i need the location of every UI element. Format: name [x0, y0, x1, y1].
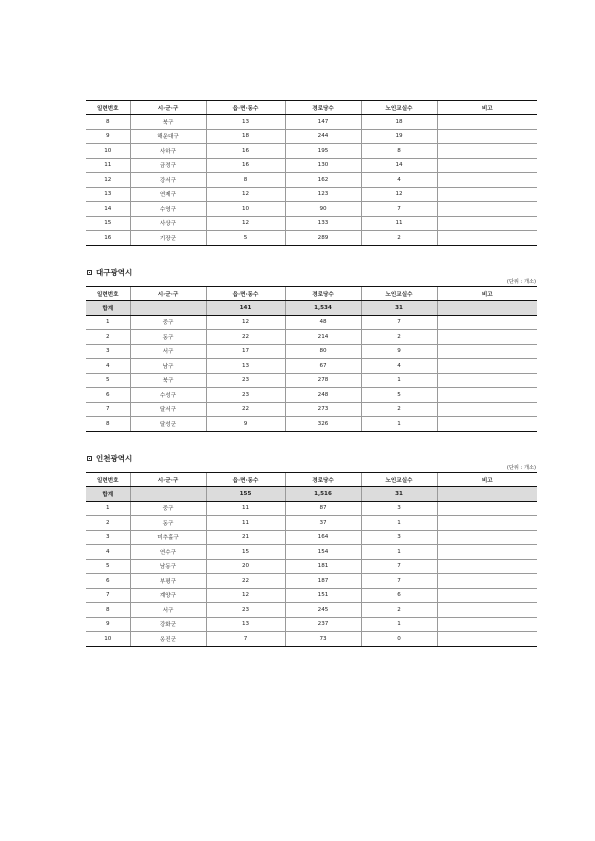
table-cell: [437, 501, 537, 516]
table-cell: [437, 231, 537, 246]
table-cell: 3: [361, 530, 437, 545]
table-cell: 80: [285, 344, 361, 359]
total-row: [86, 301, 537, 316]
section-title-text: 대구광역시: [96, 268, 133, 277]
table-cell: 연제구: [130, 187, 206, 202]
table-cell: 15: [86, 216, 130, 231]
table-row: [86, 216, 537, 231]
table-cell: [437, 129, 537, 144]
table-cell: 기장군: [130, 231, 206, 246]
table-cell: 합계: [86, 487, 130, 502]
table-cell: 6: [86, 574, 130, 589]
table-row: [86, 388, 537, 403]
table-row: [86, 158, 537, 173]
table-row: [86, 603, 537, 618]
table-cell: 달서구: [130, 402, 206, 417]
table-row: [86, 330, 537, 345]
table-row: [86, 588, 537, 603]
table-cell: 12: [86, 173, 130, 188]
column-header: 비고: [437, 101, 537, 115]
table-cell: 연수구: [130, 545, 206, 560]
table-cell: 16: [86, 231, 130, 246]
column-header: 일련번호: [86, 101, 130, 115]
table-row: [86, 144, 537, 159]
total-row: [86, 487, 537, 502]
section-title-daegu: [87, 267, 132, 278]
table-row: [86, 632, 537, 647]
table-cell: [437, 603, 537, 618]
table-cell: [437, 559, 537, 574]
table-row: [86, 173, 537, 188]
table-cell: 6: [361, 588, 437, 603]
table-cell: 5: [86, 373, 130, 388]
table-cell: 147: [285, 115, 361, 130]
table-cell: [437, 388, 537, 403]
table-cell: 13: [206, 115, 285, 130]
table-cell: 7: [86, 588, 130, 603]
table-row: [86, 617, 537, 632]
table-cell: [437, 632, 537, 647]
table-header-row: [86, 473, 537, 487]
square-bullet-icon: [87, 456, 92, 461]
table-cell: 11: [206, 516, 285, 531]
table-cell: 245: [285, 603, 361, 618]
table-cell: 남동구: [130, 559, 206, 574]
table-cell: 부평구: [130, 574, 206, 589]
section-title-text: 인천광역시: [96, 454, 133, 463]
column-header: 일련번호: [86, 473, 130, 487]
table-body: [86, 487, 537, 647]
section-title-incheon: [87, 453, 132, 464]
table-cell: 북구: [130, 373, 206, 388]
table-cell: 사하구: [130, 144, 206, 159]
table-cell: 동구: [130, 516, 206, 531]
table-cell: 8: [86, 603, 130, 618]
table-cell: 7: [86, 402, 130, 417]
column-header: 읍·면·동수: [206, 287, 285, 301]
table-cell: 130: [285, 158, 361, 173]
table-cell: 2: [361, 231, 437, 246]
table-cell: [437, 216, 537, 231]
table-cell: 남구: [130, 359, 206, 374]
column-header: 노인교실수: [361, 473, 437, 487]
table-row: [86, 559, 537, 574]
table-cell: [437, 487, 537, 502]
busan-table: [86, 100, 537, 246]
table-cell: 181: [285, 559, 361, 574]
table-cell: 12: [206, 216, 285, 231]
table-cell: 14: [361, 158, 437, 173]
table-row: [86, 359, 537, 374]
table-cell: 21: [206, 530, 285, 545]
table-cell: 2: [361, 330, 437, 345]
table-cell: 1: [361, 617, 437, 632]
table-cell: 중구: [130, 315, 206, 330]
table-cell: 3: [86, 344, 130, 359]
table-cell: [437, 574, 537, 589]
table-cell: 4: [86, 545, 130, 560]
table-row: [86, 417, 537, 432]
table-cell: 합계: [86, 301, 130, 316]
column-header: 비고: [437, 287, 537, 301]
column-header: 시·군·구: [130, 473, 206, 487]
table-cell: 7: [206, 632, 285, 647]
table-cell: 계양구: [130, 588, 206, 603]
table-cell: 1: [361, 545, 437, 560]
table-cell: [437, 516, 537, 531]
table-cell: 4: [361, 359, 437, 374]
table-cell: 옹진군: [130, 632, 206, 647]
table-cell: [437, 617, 537, 632]
table-cell: 강화군: [130, 617, 206, 632]
table-cell: 8: [206, 173, 285, 188]
column-header: 경로당수: [285, 473, 361, 487]
table-cell: 22: [206, 330, 285, 345]
table-row: [86, 202, 537, 217]
table-cell: 5: [86, 559, 130, 574]
table-cell: 23: [206, 603, 285, 618]
table-row: [86, 187, 537, 202]
column-header: 읍·면·동수: [206, 101, 285, 115]
table-cell: 237: [285, 617, 361, 632]
table-cell: 서구: [130, 344, 206, 359]
table-cell: 164: [285, 530, 361, 545]
table-cell: 서구: [130, 603, 206, 618]
table-header-row: [86, 287, 537, 301]
table-cell: 2: [361, 603, 437, 618]
table-cell: 9: [86, 129, 130, 144]
table-cell: 8: [361, 144, 437, 159]
incheon-table: [86, 472, 537, 647]
table-cell: 사상구: [130, 216, 206, 231]
table-cell: 5: [206, 231, 285, 246]
unit-note: (단위 : 개소): [506, 465, 536, 471]
table-cell: [437, 330, 537, 345]
table-cell: 22: [206, 574, 285, 589]
column-header: 비고: [437, 473, 537, 487]
table-cell: 187: [285, 574, 361, 589]
table-cell: 4: [86, 359, 130, 374]
table-cell: 수성구: [130, 388, 206, 403]
table-cell: 214: [285, 330, 361, 345]
table-cell: 13: [206, 617, 285, 632]
table-cell: 13: [86, 187, 130, 202]
table-cell: 8: [86, 417, 130, 432]
table-cell: 18: [206, 129, 285, 144]
table-cell: 18: [361, 115, 437, 130]
table-cell: [437, 187, 537, 202]
column-header: 경로당수: [285, 287, 361, 301]
table-cell: 244: [285, 129, 361, 144]
table-cell: [437, 301, 537, 316]
table-cell: 중구: [130, 501, 206, 516]
table-cell: [437, 373, 537, 388]
table-cell: 1: [86, 315, 130, 330]
table-cell: 37: [285, 516, 361, 531]
column-header: 시·군·구: [130, 287, 206, 301]
table-cell: 154: [285, 545, 361, 560]
table-cell: 12: [206, 315, 285, 330]
table-cell: 90: [285, 202, 361, 217]
table-cell: 326: [285, 417, 361, 432]
table-cell: 23: [206, 373, 285, 388]
table-cell: 11: [361, 216, 437, 231]
table-cell: 해운대구: [130, 129, 206, 144]
table-cell: 9: [86, 617, 130, 632]
table-cell: 1: [361, 373, 437, 388]
table-cell: 289: [285, 231, 361, 246]
table-row: [86, 344, 537, 359]
table-cell: 248: [285, 388, 361, 403]
table-row: [86, 530, 537, 545]
table-cell: 67: [285, 359, 361, 374]
table-cell: 133: [285, 216, 361, 231]
table-cell: 23: [206, 388, 285, 403]
table-cell: 17: [206, 344, 285, 359]
table-cell: [130, 301, 206, 316]
table-row: [86, 574, 537, 589]
table-cell: 5: [361, 388, 437, 403]
table-cell: [437, 545, 537, 560]
table-cell: 12: [206, 187, 285, 202]
table-cell: [437, 344, 537, 359]
daegu-table: [86, 286, 537, 432]
table-cell: 1: [361, 417, 437, 432]
table-cell: [130, 487, 206, 502]
table-cell: 10: [86, 632, 130, 647]
table-cell: 141: [206, 301, 285, 316]
table-row: [86, 501, 537, 516]
table-cell: 10: [206, 202, 285, 217]
table-cell: 1: [361, 516, 437, 531]
table-cell: 16: [206, 158, 285, 173]
square-bullet-icon: [87, 270, 92, 275]
table-cell: 22: [206, 402, 285, 417]
table-cell: [437, 588, 537, 603]
table-cell: 7: [361, 559, 437, 574]
table-cell: [437, 144, 537, 159]
column-header: 읍·면·동수: [206, 473, 285, 487]
table-cell: 14: [86, 202, 130, 217]
table-cell: 2: [361, 402, 437, 417]
table-cell: 강서구: [130, 173, 206, 188]
unit-note: (단위 : 개소): [506, 279, 536, 285]
table-cell: [437, 173, 537, 188]
table-body: [86, 301, 537, 432]
table-cell: 3: [361, 501, 437, 516]
table-cell: 19: [361, 129, 437, 144]
table-cell: 6: [86, 388, 130, 403]
table-row: [86, 231, 537, 246]
table-cell: 9: [206, 417, 285, 432]
column-header: 일련번호: [86, 287, 130, 301]
table-cell: 16: [206, 144, 285, 159]
table-cell: 10: [86, 144, 130, 159]
table-cell: [437, 359, 537, 374]
table-cell: [437, 202, 537, 217]
table-cell: 162: [285, 173, 361, 188]
table-cell: 8: [86, 115, 130, 130]
table-cell: 48: [285, 315, 361, 330]
table-cell: 3: [86, 530, 130, 545]
table-body: [86, 115, 537, 246]
table-cell: 31: [361, 487, 437, 502]
table-cell: 151: [285, 588, 361, 603]
table-cell: 87: [285, 501, 361, 516]
table-cell: 12: [206, 588, 285, 603]
table-cell: 31: [361, 301, 437, 316]
table-row: [86, 402, 537, 417]
table-cell: 9: [361, 344, 437, 359]
table-header-row: [86, 101, 537, 115]
table-cell: 15: [206, 545, 285, 560]
table-cell: 2: [86, 330, 130, 345]
table-cell: 미추홀구: [130, 530, 206, 545]
table-row: [86, 373, 537, 388]
table-cell: 278: [285, 373, 361, 388]
table-cell: 273: [285, 402, 361, 417]
table-cell: 11: [206, 501, 285, 516]
table-cell: 7: [361, 574, 437, 589]
table-cell: 4: [361, 173, 437, 188]
table-row: [86, 115, 537, 130]
table-row: [86, 545, 537, 560]
table-cell: [437, 115, 537, 130]
table-cell: 달성군: [130, 417, 206, 432]
table-cell: 11: [86, 158, 130, 173]
table-cell: 0: [361, 632, 437, 647]
table-cell: [437, 402, 537, 417]
table-cell: 155: [206, 487, 285, 502]
column-header: 시·군·구: [130, 101, 206, 115]
table-cell: 7: [361, 315, 437, 330]
table-cell: 73: [285, 632, 361, 647]
column-header: 노인교실수: [361, 287, 437, 301]
table-cell: 195: [285, 144, 361, 159]
table-cell: 1: [86, 501, 130, 516]
table-row: [86, 129, 537, 144]
table-cell: 동구: [130, 330, 206, 345]
column-header: 노인교실수: [361, 101, 437, 115]
table-cell: 7: [361, 202, 437, 217]
table-cell: 북구: [130, 115, 206, 130]
table-cell: 20: [206, 559, 285, 574]
table-cell: [437, 315, 537, 330]
table-cell: [437, 158, 537, 173]
table-row: [86, 315, 537, 330]
table-cell: 수영구: [130, 202, 206, 217]
column-header: 경로당수: [285, 101, 361, 115]
table-cell: 1,516: [285, 487, 361, 502]
table-cell: 13: [206, 359, 285, 374]
table-cell: 12: [361, 187, 437, 202]
table-cell: [437, 530, 537, 545]
table-row: [86, 516, 537, 531]
table-cell: [437, 417, 537, 432]
table-cell: 금정구: [130, 158, 206, 173]
table-cell: 1,534: [285, 301, 361, 316]
table-cell: 2: [86, 516, 130, 531]
table-cell: 123: [285, 187, 361, 202]
